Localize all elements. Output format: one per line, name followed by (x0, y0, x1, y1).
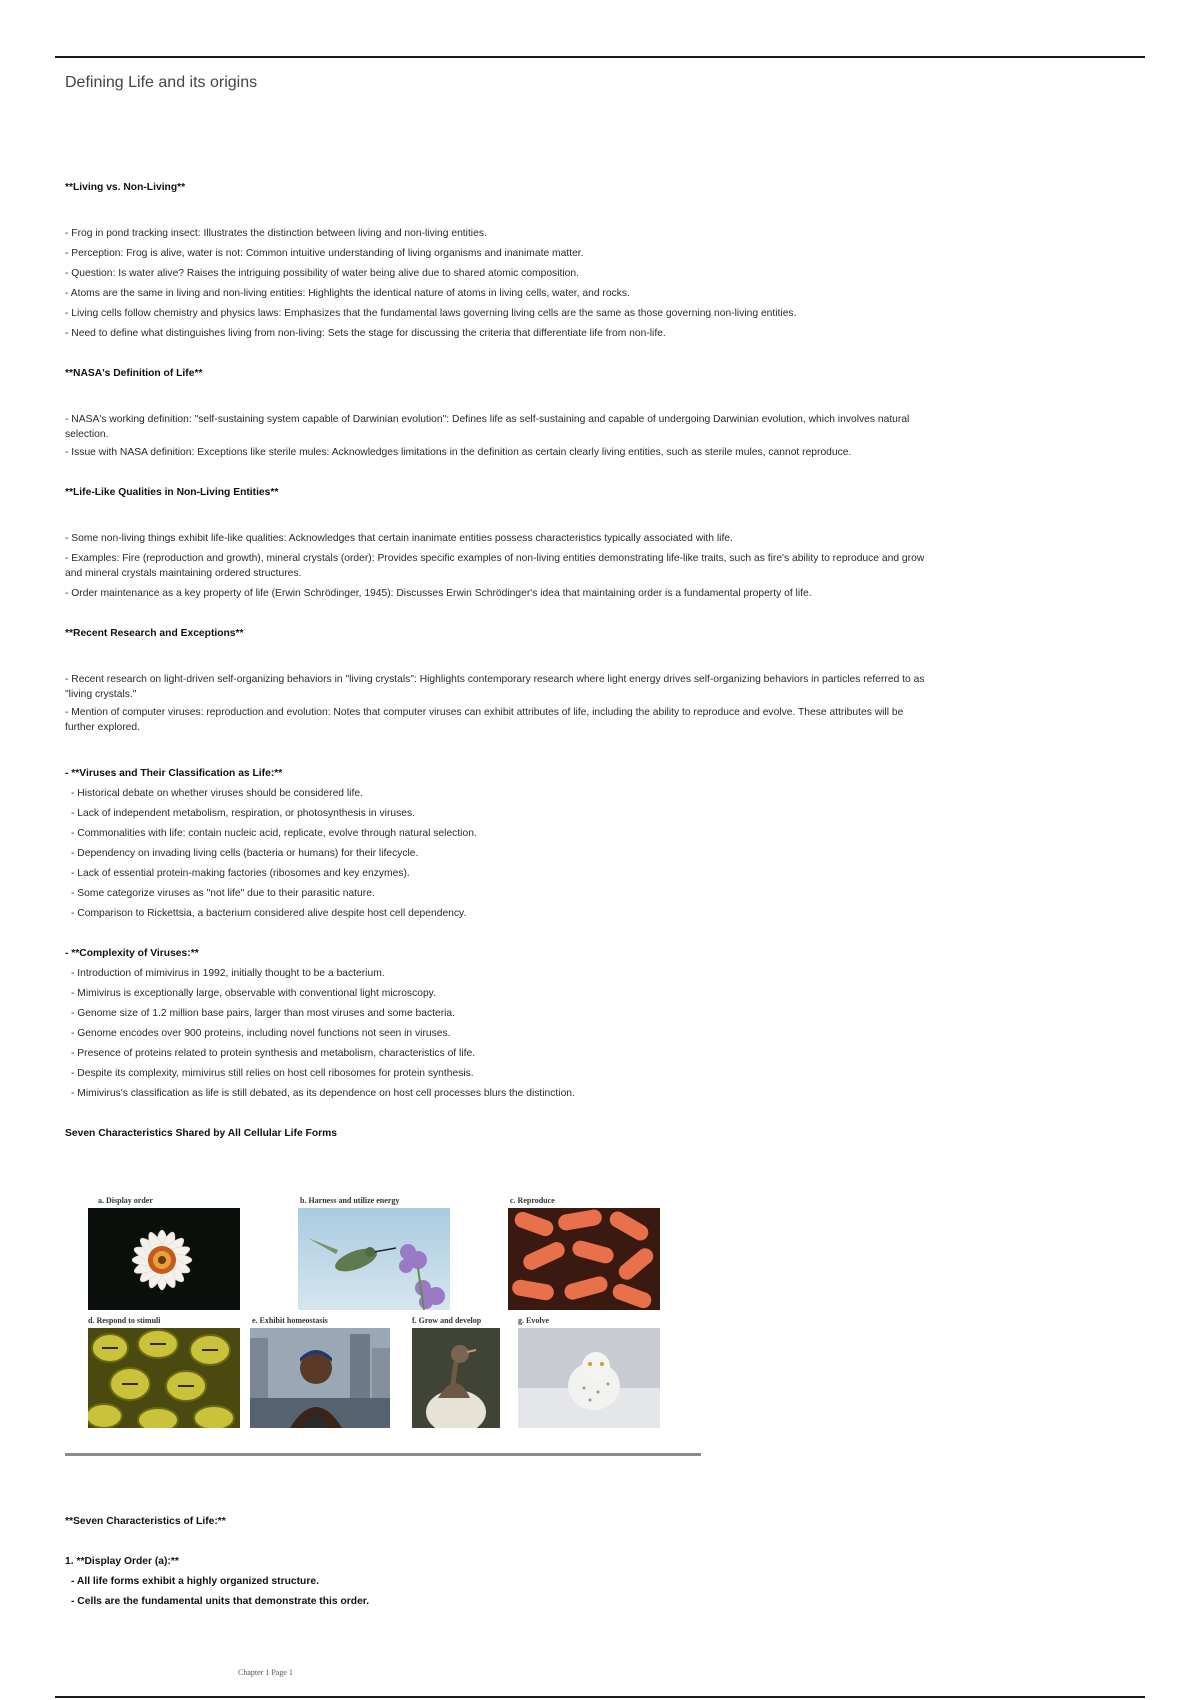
page-title: Defining Life and its origins (65, 74, 258, 91)
characteristics-list (65, 1512, 925, 1612)
runner-image (250, 1328, 390, 1428)
list-item: - Genome encodes over 900 proteins, including novel functions not seen in viruses. (71, 1028, 451, 1039)
list-item: - Despite its complexity, mimivirus still relies on host cell ribosomes for protein synthesis. (71, 1068, 474, 1079)
hummingbird-image (298, 1208, 450, 1310)
list-item: - Issue with NASA definition: Exceptions like sterile mules: Acknowledges limitations in the definition as certain clearly living entities, such as sterile mules, cannot reproduce. (65, 447, 852, 458)
document-body (65, 178, 925, 1144)
panel-label-g: g. Evolve (518, 1316, 550, 1325)
page-footer: Chapter 1 Page 1 (238, 1668, 293, 1677)
section-heading-living: **Living vs. Non-Living** (65, 182, 186, 193)
section-heading-viruses: - **Viruses and Their Classification as Life:** (65, 768, 283, 779)
list-item: - Genome size of 1.2 million base pairs, larger than most viruses and some bacteria. (71, 1008, 456, 1019)
list-item: - Lack of essential protein-making factories (ribosomes and key enzymes). (71, 868, 410, 879)
owl-image (518, 1328, 660, 1428)
list-item: - Introduction of mimivirus in 1992, initially thought to be a bacterium. (71, 968, 385, 979)
panel-label-e: e. Exhibit homeostasis (252, 1316, 328, 1325)
section-heading-research: **Recent Research and Exceptions** (65, 628, 244, 639)
list-item: - NASA's working definition: "self-sustaining system capable of Darwinian evolution": Defines life as self-sustaining and capable of undergoing Darwinian evolution, which involves natural selection. (65, 414, 910, 440)
list-item: - Lack of independent metabolism, respiration, or photosynthesis in viruses. (71, 808, 415, 819)
list-item: - Question: Is water alive? Raises the intriguing possibility of water being alive due to shared atomic composition. (65, 268, 579, 279)
section-heading-nasa: **NASA's Definition of Life** (65, 368, 203, 379)
list-item: - Mimivirus is exceptionally large, observable with conventional light microscopy. (71, 988, 436, 999)
seven-characteristics-figure (86, 1192, 666, 1432)
list-item: - Cells are the fundamental units that demonstrate this order. (71, 1596, 370, 1607)
list-item: - Some categorize viruses as "not life" due to their parasitic nature. (71, 888, 375, 899)
list-item: - Order maintenance as a key property of life (Erwin Schrödinger, 1945): Discusses Erwin Schrödinger's idea that maintaining order is a fundamental property of life. (65, 588, 812, 599)
section-heading-characteristics: **Seven Characteristics of Life:** (65, 1516, 226, 1527)
flower-image (88, 1208, 240, 1310)
panel-label-d: d. Respond to stimuli (88, 1316, 161, 1325)
list-item: - Recent research on light-driven self-organizing behaviors in "living crystals": Highlights contemporary research where light energy drives self-organizing behaviors in particles referred to as "living crystals." (65, 674, 925, 700)
list-item: - Living cells follow chemistry and physics laws: Emphasizes that the fundamental laws governing living cells are the same as those governing non-living entities. (65, 308, 797, 319)
panel-label-f: f. Grow and develop (412, 1316, 482, 1325)
panel-label-b: b. Harness and utilize energy (300, 1196, 400, 1205)
panel-label-c: c. Reproduce (510, 1196, 555, 1205)
list-item: - Comparison to Rickettsia, a bacterium considered alive despite host cell dependency. (71, 908, 467, 919)
figure-divider (65, 1453, 701, 1456)
section-heading-lifelike: **Life-Like Qualities in Non-Living Entities** (65, 487, 279, 498)
panel-label-a: a. Display order (98, 1196, 153, 1205)
stomata-image (88, 1328, 240, 1428)
list-item: - Mimivirus's classification as life is still debated, as its dependence on host cell processes blurs the distinction. (71, 1088, 575, 1099)
list-item: - Perception: Frog is alive, water is not: Common intuitive understanding of living organisms and inanimate matter. (65, 248, 584, 259)
list-item: - Mention of computer viruses: reproduction and evolution: Notes that computer viruses can exhibit attributes of life, including the ability to reproduce and evolve. These attributes will be further explored. (65, 707, 904, 733)
list-item: - Frog in pond tracking insect: Illustrates the distinction between living and non-living entities. (65, 228, 487, 239)
list-item: - Dependency on invading living cells (bacteria or humans) for their lifecycle. (71, 848, 419, 859)
list-item: - All life forms exhibit a highly organized structure. (71, 1576, 319, 1587)
top-rule (55, 56, 1145, 58)
list-item: - Historical debate on whether viruses should be considered life. (71, 788, 363, 799)
list-item: - Examples: Fire (reproduction and growth), mineral crystals (order): Provides specific examples of non-living entities demonstrating life-like traits, such as fire's ability to reproduce and grow and mineral crystals maintaining ordered structures. (65, 553, 925, 579)
list-item: - Some non-living things exhibit life-like qualities: Acknowledges that certain inanimate entities possess characteristics typically associated with life. (65, 533, 733, 544)
list-item: - Atoms are the same in living and non-living entities: Highlights the identical nature of atoms in living cells, water, and rocks. (65, 288, 630, 299)
list-item: - Presence of proteins related to protein synthesis and metabolism, characteristics of life. (71, 1048, 476, 1059)
list-item: - Need to define what distinguishes living from non-living: Sets the stage for discussing the criteria that differentiate life from non-life. (65, 328, 666, 339)
bottom-rule (55, 1696, 1145, 1698)
bacteria-image (508, 1208, 660, 1310)
section-heading-complexity: - **Complexity of Viruses:** (65, 948, 199, 959)
section-heading-seven: Seven Characteristics Shared by All Cellular Life Forms (65, 1128, 338, 1139)
list-item: 1. **Display Order (a):** (65, 1556, 179, 1567)
chick-image (412, 1328, 500, 1428)
list-item: - Commonalities with life: contain nucleic acid, replicate, evolve through natural selection. (71, 828, 477, 839)
